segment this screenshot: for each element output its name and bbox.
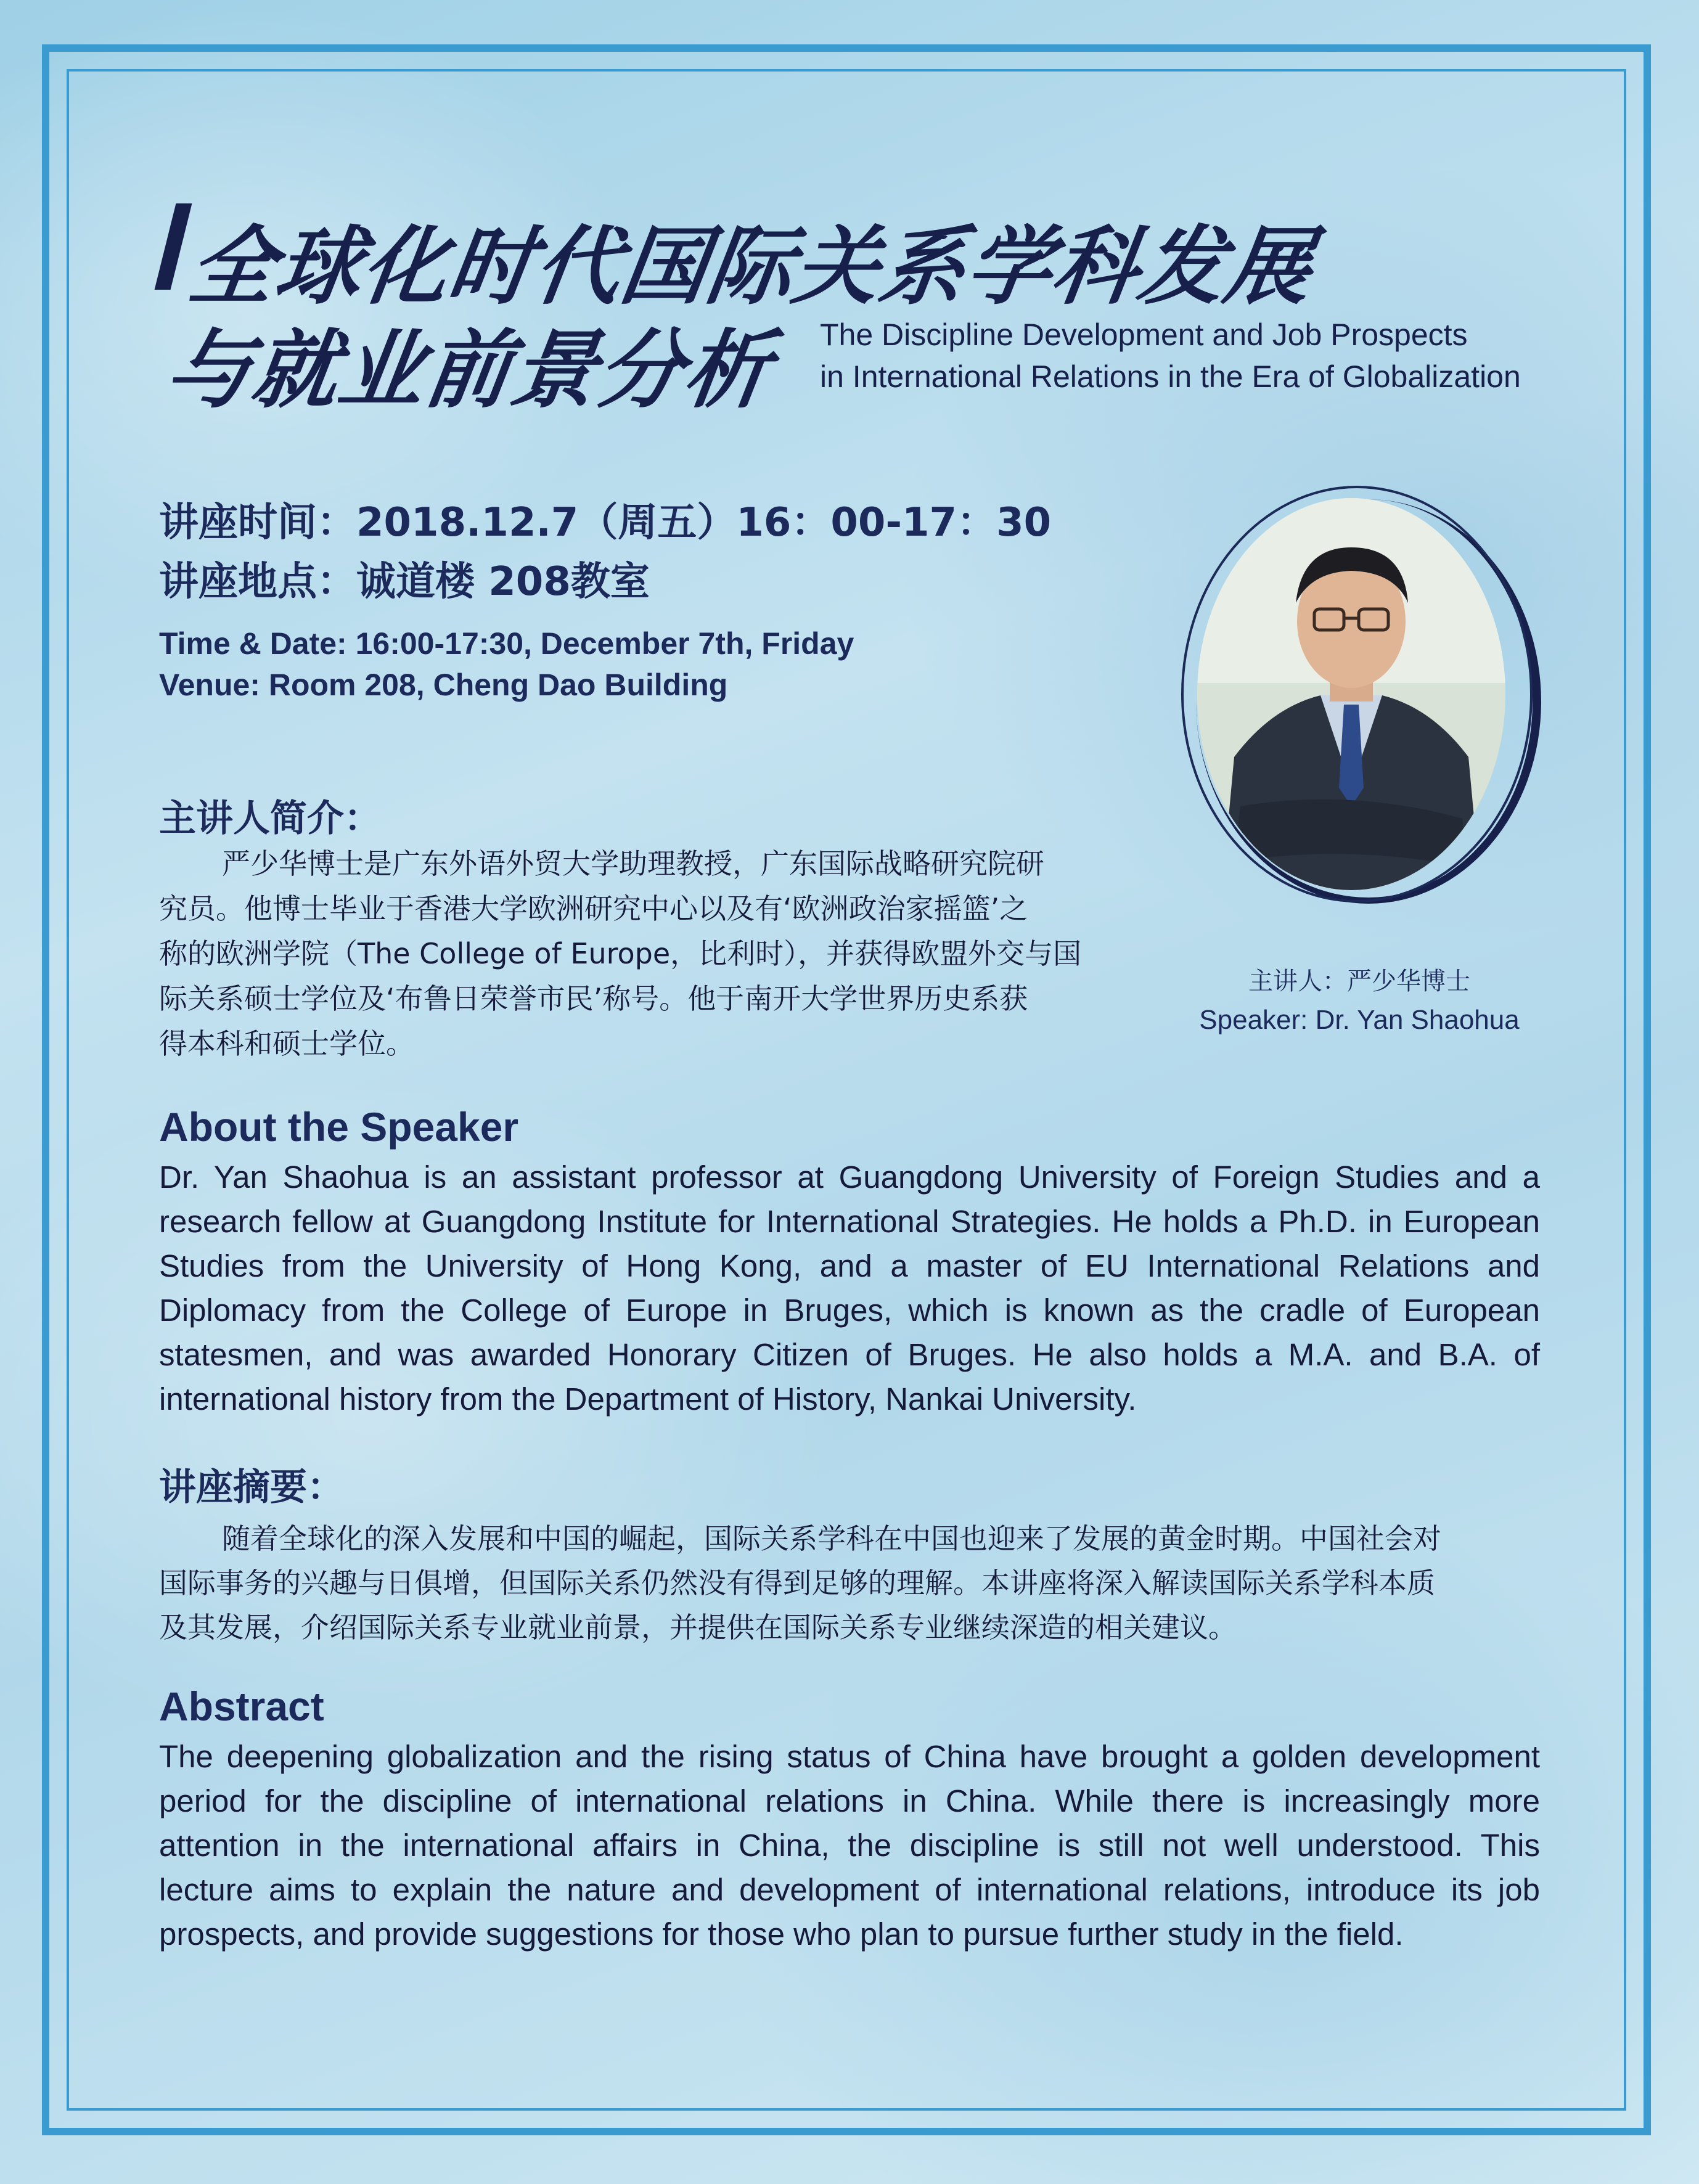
bio-cn-line: 称的欧洲学院（The College of Europe，比利时），并获得欧盟外交与国 (159, 937, 1082, 970)
time-en: Time & Date: 16:00-17:30, December 7th, Friday (159, 626, 854, 661)
about-speaker-heading: About the Speaker (159, 1104, 519, 1150)
title-en-line2: in International Relations in the Era of Globalization (820, 359, 1521, 394)
bio-en-line: Dr. Yan Shaohua is an assistant professor at Guangdong University of Foreign Studies and a (159, 1159, 1540, 1195)
abstract-en-line: lecture aims to explain the nature and development of international relations, introduce its job (159, 1872, 1540, 1907)
abstract-cn-line: 国际事务的兴趣与日俱增，但国际关系仍然没有得到足够的理解。本讲座将深入解读国际关系学科本质 (159, 1566, 1435, 1600)
abstract-cn-heading: 讲座摘要： (159, 1466, 344, 1509)
bio-cn-line: 际关系硕士学位及‘布鲁日荣誉市民’称号。他于南开大学世界历史系获 (159, 982, 1028, 1015)
speaker-caption-en: Speaker: Dr. Yan Shaohua (1199, 1005, 1520, 1035)
bio-en-line: statesmen, and was awarded Honorary Citizen of Bruges. He also holds a M.A. and B.A. of (159, 1337, 1540, 1372)
abstract-cn-line: 随着全球化的深入发展和中国的崛起，国际关系学科在中国也迎来了发展的黄金时期。中国社会对 (222, 1522, 1441, 1555)
title-cn-line2: 与就业前景分析 (160, 321, 778, 420)
bio-cn-heading: 主讲人简介： (159, 797, 381, 840)
abstract-cn-line: 及其发展，介绍国际关系专业就业前景，并提供在国际关系专业继续深造的相关建议。 (159, 1611, 1237, 1644)
bio-cn-line: 究员。他博士毕业于香港大学欧洲研究中心以及有‘欧洲政治家摇篮’之 (159, 892, 1028, 925)
abstract-en-heading: Abstract (159, 1683, 324, 1729)
bio-en-line: Diplomacy from the College of Europe in Bruges, which is known as the cradle of European (159, 1293, 1540, 1328)
abstract-en-line: The deepening globalization and the rising status of China have brought a golden development (159, 1739, 1540, 1774)
bio-en-line: research fellow at Guangdong Institute for International Strategies. He holds a Ph.D. in European (159, 1204, 1540, 1239)
speaker-photo (1197, 498, 1505, 890)
bio-cn-line: 严少华博士是广东外语外贸大学助理教授，广东国际战略研究院研 (222, 847, 1044, 880)
time-cn: 讲座时间：2018.12.7（周五）16：00-17：30 (159, 500, 1052, 546)
abstract-en-line: attention in the international affairs in China, the discipline is still not well understood. This (159, 1828, 1540, 1863)
bio-en-line: Studies from the University of Hong Kong, and a master of EU International Relations and (159, 1248, 1540, 1283)
abstract-en-line: period for the discipline of international relations in China. While there is increasingly more (159, 1783, 1540, 1818)
venue-en: Venue: Room 208, Cheng Dao Building (159, 668, 728, 702)
title-cn-line1: 全球化时代国际关系学科发展 (183, 217, 1319, 316)
bio-cn-line: 得本科和硕士学位。 (159, 1027, 414, 1060)
speaker-caption-cn: 主讲人：严少华博士 (1248, 967, 1470, 996)
bio-en-line: international history from the Department of History, Nankai University. (159, 1381, 1137, 1417)
title-en-line1: The Discipline Development and Job Prospects (820, 317, 1468, 352)
abstract-en-line: prospects, and provide suggestions for those who plan to pursue further study in the field. (159, 1916, 1404, 1952)
venue-cn: 讲座地点：诚道楼 208教室 (159, 559, 650, 605)
